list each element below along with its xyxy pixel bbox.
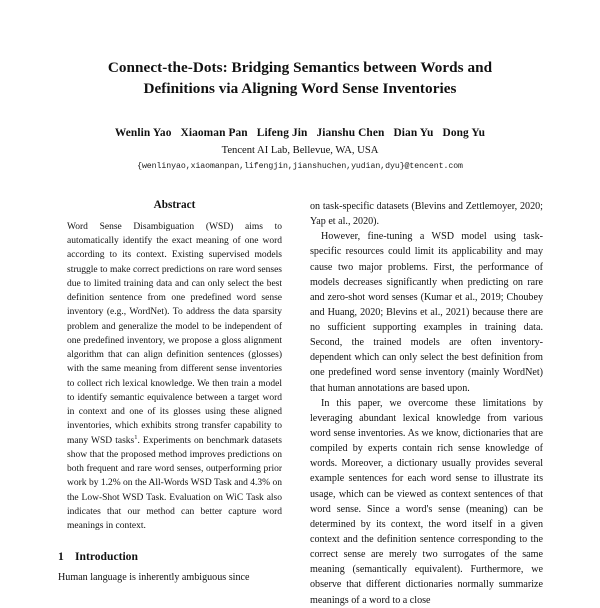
affiliation: Tencent AI Lab, Bellevue, WA, USA bbox=[221, 144, 379, 156]
left-column bbox=[58, 199, 291, 586]
author-emails: {wenlinyao,xiaomanpan,lifengjin,jianshuchen,yudian,dyu}@tencent.com bbox=[137, 161, 463, 171]
section-number: 1 bbox=[58, 550, 64, 564]
title-block bbox=[58, 0, 542, 171]
body-paragraph: In this paper, we overcome these limitations by leveraging abundant lexical knowledge from various word sense inventories. As we know, dictionaries that are compiled by experts contain rich sense knowledge of words. Moreover, a dictionary usually provides several example sentences for each word sense to illustrate its usage, which can be viewed as context sentences of that word sense. Since a word's sense (meaning) can be determined by its context, the word itself in a given context and the definition sentence corresponding to the correct sense are merely two surrogates of the same meaning (semantically equivalent). Furthermore, we observe that different dictionaries normally summarize meanings of a word to a close bbox=[310, 397, 543, 606]
right-column bbox=[310, 199, 543, 608]
author-name: Lifeng Jin bbox=[256, 126, 308, 139]
section-heading-introduction bbox=[58, 550, 291, 563]
body-paragraph: However, fine-tuning a WSD model using task-specific resources could limit its applicability and may cause two major problems. First, the performance of models decreases significantly when predicting on rare and zero-shot word senses (Kumar et al., 2019; Choubey and Huang, 2020; Blevins et al., 2021) because there are no sufficient supporting examples in training data. Second, the trained models are often inventory-dependent which can only select the best definition from one predefined word sense inventory (mainly WordNet) that human annotations are based upon. bbox=[310, 231, 543, 394]
abstract-heading: Abstract bbox=[153, 198, 196, 211]
two-column-body bbox=[58, 199, 542, 608]
page-title: Connect-the-Dots: Bridging Semantics between Words and Definitions via Aligning Word Sense Inventories bbox=[107, 59, 493, 97]
footnote-marker[interactable]: 1 bbox=[134, 433, 138, 441]
abstract-text-part-2: . Experiments on benchmark datasets show that the proposed method improves predictions on both frequent and rare word senses, outperforming prior work by 1.2% on the All-Words WSD Task and 4.3% on the Low-Shot WSD Task. Evaluation on WiC Task also indicates that our method can better capture word meanings in context. bbox=[67, 435, 282, 532]
author-name: Xiaoman Pan bbox=[180, 126, 248, 139]
author-name: Jianshu Chen bbox=[316, 126, 385, 139]
author-name: Dong Yu bbox=[442, 126, 486, 139]
section-title: Introduction bbox=[75, 550, 138, 564]
abstract-text-part-1: Word Sense Disambiguation (WSD) aims to automatically identify the exact meaning of one word according to its context. Existing supervised models struggle to make correct predictions on rare word senses due to limited training data and can only select the best definition sentence from one predefined word sense inventory (e.g., WordNet). To address the data sparsity problem and generalize the model to be independent of one predefined inventory, we propose a gloss alignment algorithm that can align definition sentences (glosses) with the same meaning from different sense inventories to collect rich lexical knowledge. We then train a model to identify semantic equivalence between a target word in context and one of its glosses using these aligned inventories, which exhibits strong transfer capability to many WSD tasks bbox=[67, 221, 282, 446]
author-name: Wenlin Yao bbox=[114, 126, 172, 139]
abstract-body bbox=[58, 220, 291, 534]
body-paragraph: on task-specific datasets (Blevins and Zettlemoyer, 2020; Yap et al., 2020). bbox=[310, 200, 543, 228]
author-list bbox=[58, 127, 542, 139]
author-name: Dian Yu bbox=[393, 126, 434, 139]
abstract-paragraph bbox=[67, 220, 282, 534]
intro-paragraph: Human language is inherently ambiguous since bbox=[58, 572, 250, 584]
